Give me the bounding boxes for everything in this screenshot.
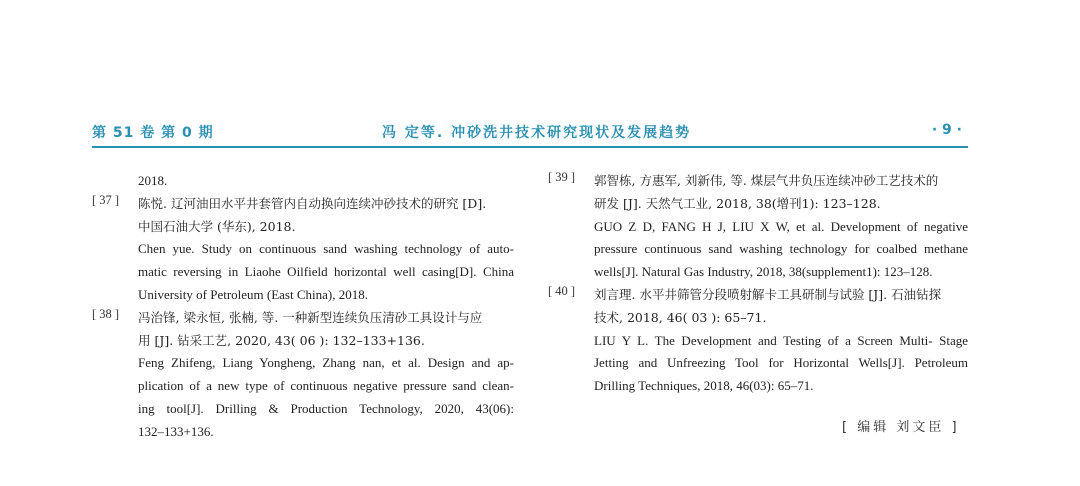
reference-line: Chen yue. Study on continuous sand washing technology of auto-	[138, 241, 514, 257]
continued-line: 2018.	[138, 173, 168, 188]
running-header	[92, 120, 968, 144]
right-column	[548, 170, 968, 398]
reference-number: [ 37 ]	[92, 192, 120, 207]
reference-40	[548, 284, 968, 398]
editor-credit: [ 编辑 刘文臣 ]	[842, 420, 960, 435]
reference-number: [ 40 ]	[548, 283, 576, 298]
header-rule	[92, 146, 968, 148]
reference-line: Jetting and Unfreezing Tool for Horizontal Wells[J]. Petroleum	[594, 355, 968, 371]
reference-line: plication of a new type of continuous negative pressure sand clean-	[138, 378, 514, 394]
reference-line: pressure continuous sand washing technology for coalbed methane	[594, 241, 968, 257]
reference-line: 冯治锋, 梁永恒, 张楠, 等. 一种新型连续负压清砂工具设计与应	[138, 309, 483, 325]
reference-37	[92, 193, 514, 307]
reference-line: wells[J]. Natural Gas Industry, 2018, 38(supplement1): 123–128.	[594, 264, 933, 280]
volume-issue: 第 51 卷 第 0 期	[92, 125, 214, 141]
left-column	[92, 170, 514, 444]
reference-line: ing tool[J]. Drilling & Production Technology, 2020, 43(06):	[138, 400, 514, 416]
reference-line: matic reversing in Liaohe Oilfield horizontal well casing[D]. China	[138, 264, 514, 280]
reference-line: Drilling Techniques, 2018, 46(03): 65–71.	[594, 378, 814, 394]
reference-39	[548, 170, 968, 284]
reference-line: GUO Z D, FANG H J, LIU X W, et al. Development of negative	[594, 218, 968, 234]
reference-line: University of Petroleum (East China), 2018.	[138, 286, 368, 302]
running-title: 冯 定等. 冲砂洗井技术研究现状及发展趋势	[382, 125, 692, 141]
reference-line: 郭智栋, 方惠军, 刘新伟, 等. 煤层气井负压连续冲砂工艺技术的	[594, 173, 939, 188]
reference-line: 刘言理. 水平井筛管分段喷射解卡工具研制与试验 [J]. 石油钻探	[594, 286, 942, 302]
reference-number: [ 38 ]	[92, 306, 120, 321]
reference-line: LIU Y L. The Development and Testing of a Screen Multi- Stage	[594, 332, 968, 348]
reference-line: 陈悦. 辽河油田水平井套管内自动换向连续冲砂技术的研究 [D].	[138, 195, 487, 211]
reference-line: Feng Zhifeng, Liang Yongheng, Zhang nan, et al. Design and ap-	[138, 355, 514, 371]
reference-38	[92, 307, 514, 444]
reference-line: 用 [J]. 钻采工艺, 2020, 43( 06 ): 132–133+136.	[138, 332, 425, 348]
reference-number: [ 39 ]	[548, 170, 576, 184]
reference-line: 技术, 2018, 46( 03 ): 65–71.	[594, 309, 767, 325]
reference-line: 中国石油大学 (华东), 2018.	[138, 218, 296, 234]
reference-line: 研发 [J]. 天然气工业, 2018, 38(增刊1): 123–128.	[594, 195, 881, 211]
reference-line: 132–133+136.	[138, 423, 214, 439]
page-number: · 9 ·	[931, 122, 962, 138]
